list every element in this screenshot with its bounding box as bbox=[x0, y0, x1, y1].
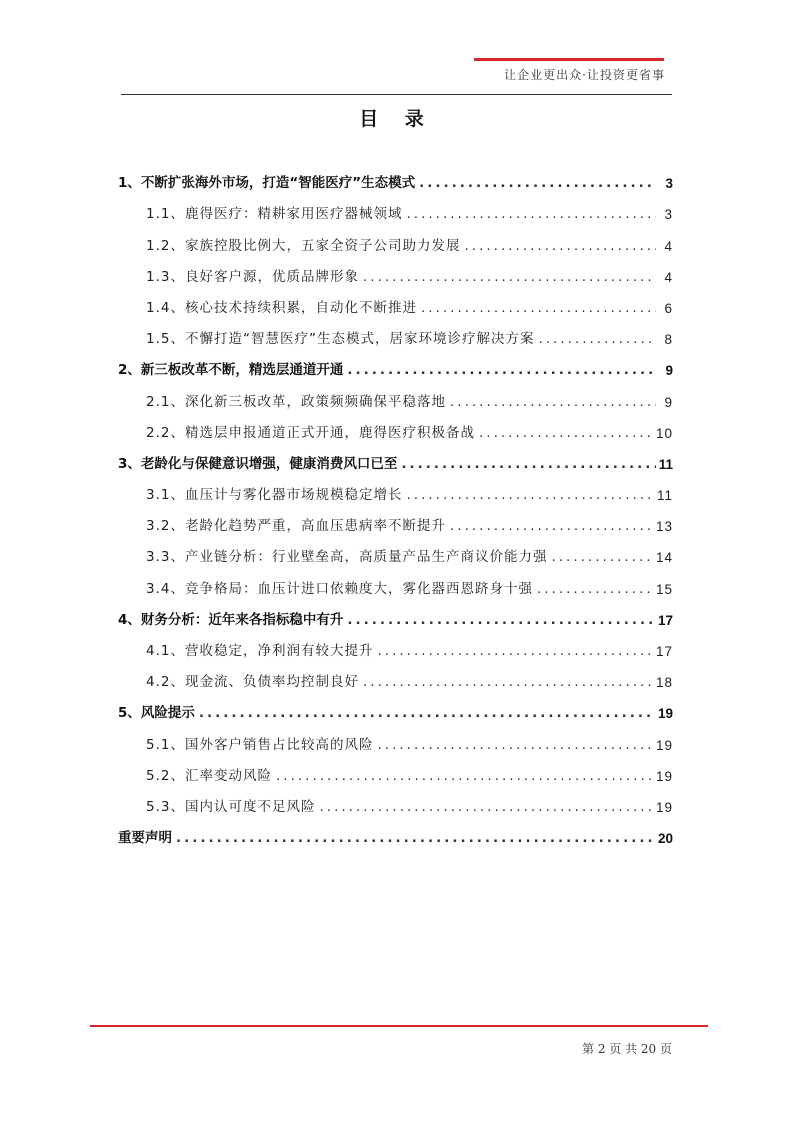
toc-entry-label: 3.4、竞争格局：血压计进口依赖度大，雾化器西恩跻身十强 bbox=[146, 580, 533, 597]
toc-subsection-entry[interactable] bbox=[118, 285, 673, 316]
toc-subsection-entry[interactable] bbox=[118, 565, 673, 596]
header-divider bbox=[121, 94, 672, 95]
toc-leader-dots bbox=[421, 300, 656, 316]
toc-subsection-entry[interactable] bbox=[118, 784, 673, 815]
toc-entry-label: 2.1、深化新三板改革，政策频频确保平稳落地 bbox=[146, 393, 446, 410]
toc-entry-label: 1.3、良好客户源，优质品牌形象 bbox=[146, 268, 359, 285]
toc-entry-label: 3.3、产业链分析：行业壁垒高，高质量产品生产商议价能力强 bbox=[146, 549, 548, 566]
toc-entry-label: 5.1、国外客户销售占比较高的风险 bbox=[146, 736, 374, 753]
toc-leader-dots bbox=[176, 830, 655, 846]
toc-entry-label: 重要声明 bbox=[118, 830, 172, 847]
toc-entry-label: 4、财务分析：近年来各指标稳中有升 bbox=[118, 611, 344, 628]
toc-section-entry[interactable] bbox=[118, 815, 673, 846]
toc-leader-dots bbox=[377, 643, 652, 659]
toc-entry-label: 3、老龄化与保健意识增强，健康消费风口已至 bbox=[118, 455, 398, 472]
toc-leader-dots bbox=[450, 518, 653, 534]
toc-entry-page: 19 bbox=[657, 706, 673, 722]
toc-leader-dots bbox=[347, 612, 655, 628]
toc-leader-dots bbox=[551, 549, 653, 565]
toc-entry-page: 11 bbox=[658, 456, 673, 472]
toc-subsection-entry[interactable] bbox=[118, 410, 673, 441]
toc-leader-dots bbox=[419, 175, 656, 191]
toc-subsection-entry[interactable] bbox=[118, 472, 673, 503]
toc-title: 目 录 bbox=[359, 108, 434, 130]
toc-entry-label: 1.5、不懈打造“智慧医疗”生态模式，居家环境诊疗解决方案 bbox=[146, 331, 535, 348]
toc-entry-page: 19 bbox=[655, 768, 673, 784]
toc-entry-page: 17 bbox=[655, 644, 673, 659]
toc-leader-dots bbox=[363, 674, 653, 690]
toc-leader-dots bbox=[319, 799, 652, 815]
toc-leader-dots bbox=[406, 487, 654, 503]
toc-entry-label: 3.1、血压计与雾化器市场规模稳定增长 bbox=[146, 487, 403, 504]
toc-entry-label: 4.1、营收稳定，净利润有较大提升 bbox=[146, 643, 374, 659]
toc-subsection-entry[interactable] bbox=[118, 753, 673, 784]
toc-entry-page: 4 bbox=[664, 238, 673, 254]
toc-entry-page: 15 bbox=[655, 581, 673, 597]
toc-leader-dots bbox=[406, 206, 656, 222]
toc-subsection-entry[interactable] bbox=[118, 721, 673, 752]
toc-entry-label: 4.2、现金流、负债率均控制良好 bbox=[146, 674, 359, 691]
toc-entry-label: 5、风险提示 bbox=[118, 705, 195, 722]
toc-entry-label: 2.2、精选层申报通道正式开通，鹿得医疗积极备战 bbox=[146, 424, 475, 441]
toc-entry-page: 3 bbox=[664, 207, 673, 223]
toc-entry-page: 13 bbox=[655, 519, 673, 535]
toc-entry-page: 18 bbox=[655, 675, 673, 691]
toc-entry-page: 14 bbox=[655, 550, 673, 566]
toc-entry-label: 1.4、核心技术持续积累，自动化不断推进 bbox=[146, 299, 417, 316]
toc-subsection-entry[interactable] bbox=[118, 316, 673, 347]
toc-entry-page: 9 bbox=[664, 394, 673, 410]
toc-subsection-entry[interactable] bbox=[118, 222, 673, 253]
toc-entry-label: 1.2、家族控股比例大，五家全资子公司助力发展 bbox=[146, 237, 461, 254]
toc-section-entry[interactable] bbox=[118, 160, 673, 191]
toc-entry-label: 1、不断扩张海外市场，打造“智能医疗”生态模式 bbox=[118, 175, 416, 192]
toc-subsection-entry[interactable] bbox=[118, 659, 673, 690]
toc-entry-page: 20 bbox=[657, 831, 673, 847]
toc-entry-label: 5.2、汇率变动风险 bbox=[146, 767, 272, 784]
toc-entry-page: 10 bbox=[655, 425, 673, 441]
toc-leader-dots bbox=[363, 269, 656, 285]
toc-section-entry[interactable] bbox=[118, 347, 673, 378]
toc-entry-page: 19 bbox=[655, 737, 673, 753]
toc-leader-dots bbox=[401, 456, 655, 472]
toc-subsection-entry[interactable] bbox=[118, 191, 673, 222]
toc-leader-dots bbox=[377, 737, 652, 753]
toc-subsection-entry[interactable] bbox=[118, 378, 673, 409]
toc-entry-page: 3 bbox=[665, 176, 673, 192]
toc-subsection-entry[interactable] bbox=[118, 534, 673, 565]
toc-entry-label: 3.2、老龄化趋势严重，高血压患病率不断提升 bbox=[146, 518, 446, 535]
toc-leader-dots bbox=[347, 362, 656, 378]
table-of-contents bbox=[118, 160, 673, 846]
toc-entry-page: 6 bbox=[664, 300, 673, 316]
toc-entry-page: 17 bbox=[657, 612, 673, 628]
header-slogan: 让企业更出众·让投资更省事 bbox=[504, 68, 665, 82]
toc-entry-page: 8 bbox=[664, 332, 673, 348]
toc-entry-page: 4 bbox=[664, 269, 673, 285]
toc-entry-page: 11 bbox=[656, 488, 673, 504]
page-indicator: 第 2 页 共 20 页 bbox=[582, 1042, 672, 1056]
toc-leader-dots bbox=[276, 768, 653, 784]
toc-leader-dots bbox=[450, 394, 656, 410]
toc-entry-label: 5.3、国内认可度不足风险 bbox=[146, 798, 316, 815]
header-accent-line bbox=[474, 58, 664, 61]
toc-entry-label: 2、新三板改革不断，精选层通道开通 bbox=[118, 362, 344, 379]
toc-leader-dots bbox=[479, 425, 653, 441]
toc-entry-page: 9 bbox=[665, 363, 673, 379]
toc-subsection-entry[interactable] bbox=[118, 254, 673, 285]
toc-leader-dots bbox=[464, 238, 656, 254]
toc-leader-dots bbox=[538, 331, 656, 347]
toc-section-entry[interactable] bbox=[118, 690, 673, 721]
toc-subsection-entry[interactable] bbox=[118, 503, 673, 534]
toc-section-entry[interactable] bbox=[118, 441, 673, 472]
toc-leader-dots bbox=[537, 581, 653, 597]
toc-leader-dots bbox=[199, 705, 655, 721]
toc-section-entry[interactable] bbox=[118, 597, 673, 628]
toc-subsection-entry[interactable] bbox=[118, 628, 673, 659]
toc-entry-page: 19 bbox=[655, 799, 673, 815]
footer-divider bbox=[90, 1025, 708, 1027]
toc-entry-label: 1.1、鹿得医疗：精耕家用医疗器械领域 bbox=[146, 206, 403, 223]
